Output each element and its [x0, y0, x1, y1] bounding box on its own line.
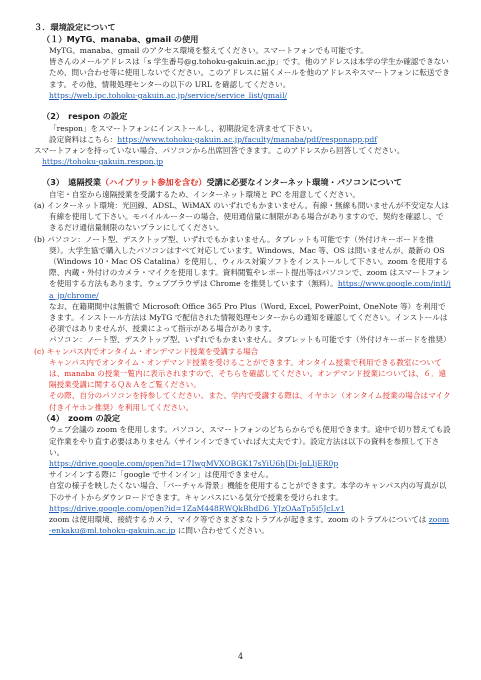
page-number: 4	[237, 652, 244, 661]
chrome-link[interactable]: https://www.google.com/intl/ja_jp/chrome/	[49, 279, 451, 300]
list-item-b: (b) パソコン：ノート型、デスクトップ型、いずれでもかまいません。タブレットも可能です（外付けキーボードを推奨）。大学生協で購入したパソコンはすべて対応しています。Windows、Mac 等、OS は問いませんが、最新の OS（Windows 10・Mac OS Catalina）を使用し、ウィルス対策ソフトをインストールして下さい。zoom を使用する際、内蔵・外付けのカメラ・マイクを使用します。資料閲覧やレポート提出等はパソコンで、zoom はスマートフォンを使用する方法もあります。ウェブブラウザは Chrome を推奨しています（無料）。https://www.google.com/intl/ja_jp/chrome/	[34, 234, 451, 300]
paragraph: ウェブ会議の zoom を使用します。パソコン、スマートフォンのどちらからでも使用できます。途中で切り替えても設定作業をやり直す必要はありません（サインインできていれば大丈夫です）。設定方法は以下の資料を参照して下さい。	[49, 425, 451, 457]
paragraph: その際、自分のパソコンを持参してください。また、学内で受講する際は、イヤホン（オンタイム授業の場合はマイク付きイヤホン推奨）を利用してください。	[49, 391, 451, 412]
zoom-manual-link[interactable]: https://drive.google.com/open?id=17IwgMVXOBGK17sYiU6hJDi-JoLIjER0p	[49, 459, 339, 468]
paragraph: 設定資料はこちら：https://www.tohoku-gakuin.ac.jp/faculty/manaba/pdf/responapp.pdf	[49, 134, 378, 144]
section-title: ３．環境設定について	[34, 22, 116, 32]
paragraph: 自宅・自室から遠隔授業を受講するため、インターネット環境と PC を用意してください。	[49, 189, 360, 199]
subsection-title-zoom: （4） zoom の設定	[42, 412, 121, 423]
paragraph: MyTG、manaba、gmail のアクセス環境を整えてください。スマートフォンでも可能です。	[49, 46, 368, 55]
paragraph: 「respon」をスマートフォンにインストールし、初期設定を済ませて下さい。	[49, 123, 318, 133]
subsection-title-mytg: （１）MyTG、manaba、gmail の使用	[42, 33, 199, 44]
paragraph: 皆さんのメールアドレスは「s 学生番号@g.tohoku-gakuin.ac.jp」です。他のアドレスは本学の学生か確認できないため、問い合わせ等に使用しないでください。このアドレスに届くメールを他のアドレスやスマートフォンに転送できます。その他、情報処理センターの以下の URL を確認してください。	[49, 57, 450, 89]
paragraph: スマートフォンを持っていない場合、パソコンから出席回答できます。このアドレスから回答してください。	[34, 145, 405, 155]
paragraph: 自室の様子を映したくない場合、「バーチャル背景」機能を使用することができます。本学のキャンパス内の写真が以下のサイトからダウンロードできます。キャンパスにいる気分で授業を受けられます。	[49, 481, 447, 502]
subsection-title-respon: （2） respon の設定	[42, 111, 128, 122]
respon-site-link[interactable]: https://tohoku-gakuin.respon.jp	[42, 157, 164, 167]
respon-manual-link[interactable]: https://www.tohoku-gakuin.ac.jp/faculty/manaba/pdf/responapp.pdf	[117, 134, 378, 144]
paragraph: パソコン：ノート型、デスクトップ型、いずれでもかまいません。タブレットも可能です（外付けキーボードを推奨）	[49, 335, 451, 345]
virtual-background-link[interactable]: https://drive.google.com/open?id=1ZaM448RWQkBhdD6_YJzOAaTp5i5JcLv1	[49, 503, 345, 513]
paragraph: サインインする際に「google でサインイン」は使用できません。	[49, 470, 274, 480]
paragraph: zoom は使用環境、接続するカメラ、マイク等でさまざまなトラブルが起きます。zoom のトラブルについては zoom-enkaku@ml.tohoku-gakuin.ac.jp に問い合わせてください。	[49, 515, 450, 536]
gmail-service-link[interactable]: https://web.ipc.tohoku-gakuin.ac.jp/service/service_list/gmail/	[49, 90, 288, 100]
zoom-support-email-link[interactable]: zoom-enkaku@ml.tohoku-gakuin.ac.jp	[49, 515, 450, 536]
list-item-c-title: (c) キャンパス内でオンタイム・オンデマンド授業を受講する場合	[34, 346, 259, 356]
paragraph: なお、在籍期間中は無償で Microsoft Office 365 Pro Plus（Word, Excel, PowerPoint, OneNote 等）を利用できます。インストール方法は MyTG で配信された情報処理センターからの通知を確認してください。インストールは必須ではありませんが、授業によって指示がある場合があります。	[49, 301, 448, 334]
list-item-a: (a) インターネット環境：光回線、ADSL、WiMAX のいずれでもかまいません。有線・無線も問いませんが不安定な人は有線を使用して下さい。モバイルルーターの場合、使用通信量に制限がある場合がありますので、契約を確認し、できるだけ通信量制限のないプランにしてください。	[34, 201, 449, 233]
subsection-title-remote: （3） 遠隔授業（ハイブリット参加を含む）受講に必要なインターネット環境・パソコンについて	[42, 177, 402, 188]
paragraph: キャンパス内でオンタイム・オンデマンド授業を受けることができます。オンタイム授業で利用できる教室については、manaba の授業一覧内に表示されますので、そちらを確認してください。オンデマンド授業については、６．遠隔授業受講に関するＱ＆Ａをご覧ください。	[49, 357, 447, 390]
